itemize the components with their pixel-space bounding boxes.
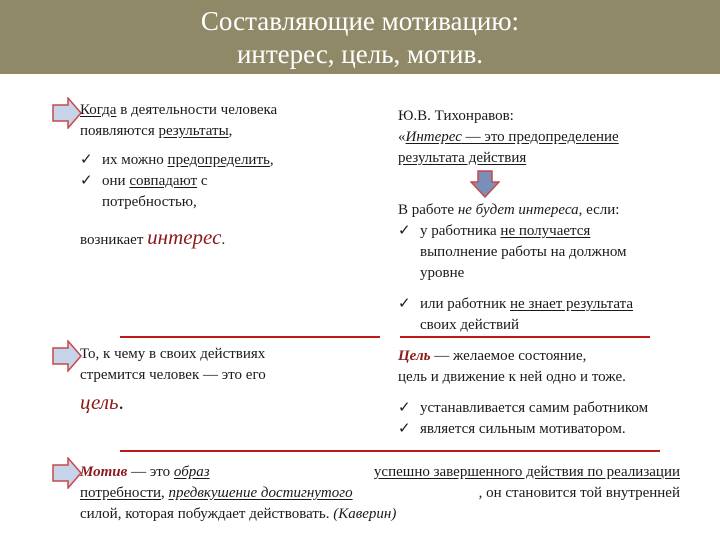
block1-line2: появляются результаты,	[80, 123, 233, 139]
cond-line: В работе не будет интереса, если:	[398, 202, 620, 218]
tikhonravov-block	[398, 106, 698, 169]
title-line-1: Составляющие мотивацию:	[200, 6, 520, 36]
quote-line2: результата действия	[398, 150, 527, 166]
check-mark-icon: ✓	[80, 152, 93, 168]
block2-check-2: ✓ или работник не знает результата	[398, 294, 698, 315]
separator-line-right	[400, 336, 650, 338]
goal-line1: То, к чему в своих действиях	[80, 346, 266, 362]
block1-check-1: ✓ их можно предопределить,	[80, 150, 380, 171]
block2-check-1-cont: выполнение работы на должном	[420, 244, 627, 260]
motive-line1: Мотив — это образ успешно завершенного действия по реализации	[80, 464, 680, 480]
goal-result: цель.	[80, 390, 124, 414]
goal-def-line1: Цель — желаемое состояние,	[398, 348, 587, 364]
author: Ю.В. Тихонравов:	[398, 108, 514, 124]
goal-definition-block	[398, 346, 708, 440]
block1-check-2-cont: потребностью,	[102, 194, 197, 210]
quote-line1: «Интерес — это предопределение	[398, 129, 619, 145]
motive-block	[80, 462, 680, 525]
slide-title	[0, 0, 720, 74]
interest-conditions-block	[80, 100, 380, 251]
right-arrow-icon	[52, 457, 82, 489]
goal-block	[80, 344, 380, 416]
right-arrow-icon	[52, 97, 82, 129]
check-mark-icon: ✓	[398, 421, 411, 437]
check-mark-icon: ✓	[398, 400, 411, 416]
block1-line1: Когда в деятельности человека	[80, 102, 278, 118]
check-mark-icon: ✓	[398, 223, 411, 239]
motive-line3: силой, которая побуждает действовать. (Каверин)	[80, 506, 397, 522]
goal-def-line2: цель и движение к ней одно и тоже.	[398, 369, 626, 385]
motive-line2: потребности, предвкушение достигнутого , он становится той внутренней	[80, 485, 680, 501]
right-arrow-icon	[52, 340, 82, 372]
block2-check-1-cont2: уровне	[420, 265, 465, 281]
goal-line2: стремится человек — это его	[80, 367, 266, 383]
block1-check-2: ✓ они совпадают с	[80, 171, 380, 192]
no-interest-block	[398, 200, 698, 336]
check-mark-icon: ✓	[398, 296, 411, 312]
block4-check-2: ✓ является сильным мотиватором.	[398, 419, 708, 440]
block1-result: возникает интерес.	[80, 225, 226, 249]
title-line-2: интерес, цель, мотив.	[236, 39, 484, 69]
separator-line-left	[120, 336, 380, 338]
block2-check-2-cont: своих действий	[420, 317, 520, 333]
block4-check-1: ✓ устанавливается самим работником	[398, 398, 708, 419]
check-mark-icon: ✓	[80, 173, 93, 189]
separator-line-bottom	[120, 450, 660, 452]
down-arrow-icon	[470, 170, 500, 203]
block2-check-1: ✓ у работника не получается	[398, 221, 698, 242]
